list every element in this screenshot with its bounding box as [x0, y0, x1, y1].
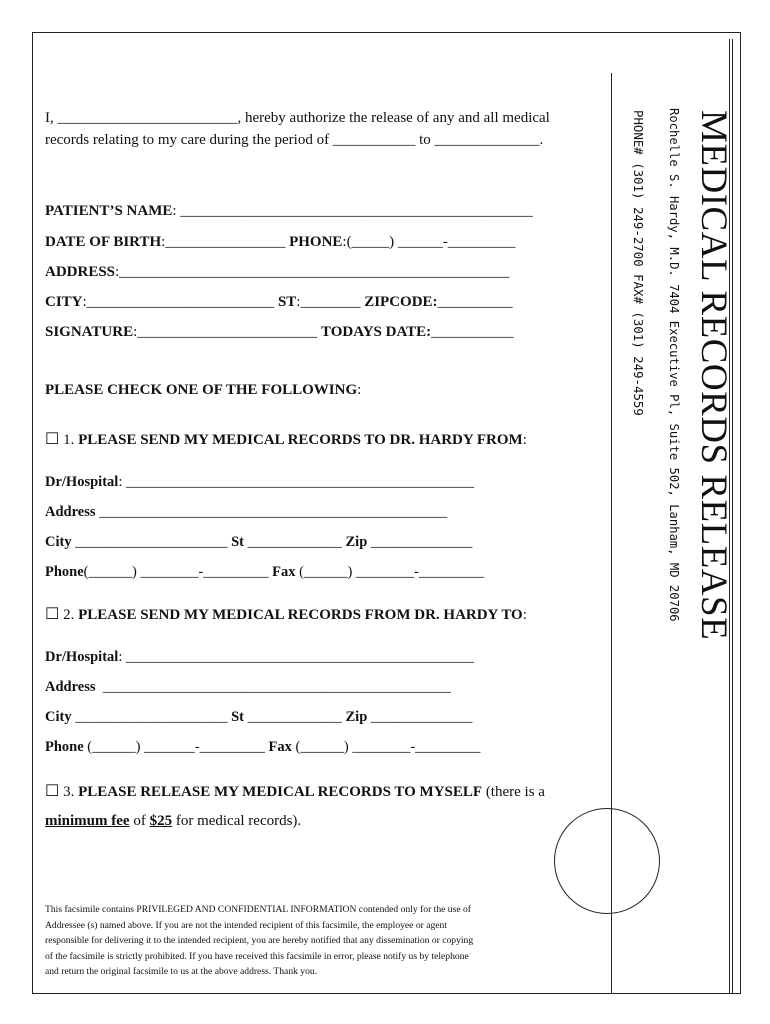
option-2-st-label: St	[231, 709, 244, 725]
option-2-address-row	[45, 680, 451, 695]
address-field[interactable]: :____________________________________________________	[115, 264, 510, 280]
fee-rest-text: for medical records).	[172, 813, 302, 829]
option-2-phone-field[interactable]: (______) _______-_________	[83, 739, 269, 755]
option-1-number: 1.	[59, 432, 79, 448]
option-3-number: 3.	[59, 784, 79, 800]
address-label: ADDRESS	[45, 264, 116, 280]
authorization-text-2: records relating to my care during the period of ___________ to ______________.	[45, 132, 544, 148]
option-2-city-field[interactable]: _____________________	[71, 709, 232, 725]
patient-name-row	[45, 204, 533, 219]
city-field[interactable]: :_________________________	[82, 294, 278, 310]
seal-circle	[554, 808, 660, 914]
option-3-text: PLEASE RELEASE MY MEDICAL RECORDS TO MYSELF	[78, 784, 483, 800]
zipcode-field[interactable]: __________	[437, 294, 513, 310]
option-1-address-row	[45, 505, 447, 520]
check-instructions-colon: :	[357, 382, 362, 398]
dob-label: DATE OF BIRTH	[45, 234, 162, 250]
patient-name-field[interactable]: : _______________________________________________	[172, 203, 533, 219]
option-1-city-row	[45, 535, 472, 550]
option-1-fax-field[interactable]: (______) ________-_________	[295, 564, 485, 580]
doctor-address: Rochelle S. Hardy, M.D. 7404 Executive Pl, Suite 502, Lanham, MD 20706	[667, 108, 681, 622]
option-2-address-label: Address	[45, 679, 96, 695]
authorization-line-1	[45, 111, 550, 126]
option-1-zip-label: Zip	[345, 534, 368, 550]
address-row	[45, 265, 509, 280]
option-2-city-row	[45, 710, 472, 725]
fee-amount: $25	[149, 813, 173, 829]
option-2-dr-field[interactable]: : ________________________________________________	[118, 649, 474, 665]
option-1-address-field[interactable]: ________________________________________________	[95, 504, 448, 520]
option-2-st-field[interactable]: _____________	[244, 709, 346, 725]
confidentiality-disclaimer	[45, 902, 565, 980]
disclaimer-line: This facsimile contains PRIVILEGED AND CONFIDENTIAL INFORMATION contended only for the use of	[45, 904, 471, 915]
option-2-city-label: City	[45, 709, 72, 725]
check-instructions	[45, 383, 361, 398]
option-1-phone-label: Phone	[45, 564, 84, 580]
option-1-colon: :	[522, 432, 527, 448]
option-3-after: (there is a	[482, 784, 545, 800]
option-2-colon: :	[522, 607, 527, 623]
fee-of-text: of	[129, 813, 150, 829]
signature-field[interactable]: :________________________	[133, 324, 321, 340]
signature-label: SIGNATURE	[45, 324, 134, 340]
zipcode-label: ZIPCODE:	[364, 294, 438, 310]
option-3-checkbox[interactable]: ☐	[45, 783, 60, 800]
check-instructions-label: PLEASE CHECK ONE OF THE FOLLOWING	[45, 382, 358, 398]
option-1-phone-field[interactable]: (______) ________-_________	[83, 564, 273, 580]
option-1-city-field[interactable]: _____________________	[71, 534, 232, 550]
city-st-zip-row	[45, 295, 513, 310]
option-1-dr-row	[45, 475, 474, 490]
option-1-text: PLEASE SEND MY MEDICAL RECORDS TO DR. HARDY FROM	[78, 432, 523, 448]
minimum-fee-text: minimum fee	[45, 813, 130, 829]
option-1-fax-label: Fax	[272, 564, 296, 580]
authorization-text-1: I, ________________________, hereby authorize the release of any and all medical	[45, 110, 550, 126]
option-2-dr-label: Dr/Hospital	[45, 649, 119, 665]
phone-field[interactable]: :(_____) ______-_________	[342, 234, 516, 250]
disclaimer-line: and return the original facsimile to us at the above address. Thank you.	[45, 966, 318, 977]
option-1-dr-label: Dr/Hospital	[45, 474, 119, 490]
city-label: CITY	[45, 294, 83, 310]
option-2-row	[45, 607, 527, 623]
option-1-dr-field[interactable]: : ________________________________________________	[118, 474, 474, 490]
option-2-zip-field[interactable]: ______________	[367, 709, 473, 725]
todays-date-field[interactable]: ___________	[431, 324, 514, 340]
option-2-fax-field[interactable]: (______) ________-_________	[291, 739, 481, 755]
option-2-checkbox[interactable]: ☐	[45, 606, 60, 623]
option-1-st-label: St	[231, 534, 244, 550]
disclaimer-line: of the facsimile is strictly prohibited. If you have received this facsimile in error, please notify us by telephone	[45, 950, 469, 962]
option-3-fee-row	[45, 814, 301, 829]
option-1-row	[45, 432, 527, 448]
dob-field[interactable]: :________________	[161, 234, 290, 250]
form-title: MEDICAL RECORDS RELEASE	[693, 110, 734, 641]
option-2-dr-row	[45, 650, 474, 665]
option-2-text: PLEASE SEND MY MEDICAL RECORDS FROM DR. HARDY TO	[78, 607, 523, 623]
authorization-line-2	[45, 133, 543, 148]
disclaimer-line: Addressee (s) named above. If you are not the intended recipient of this facsimile, the employee or agent	[45, 919, 447, 931]
patient-name-label: PATIENT’S NAME	[45, 203, 173, 219]
option-1-address-label: Address	[45, 504, 96, 520]
todays-date-label: TODAYS DATE:	[321, 324, 432, 340]
st-field[interactable]: :________	[296, 294, 365, 310]
option-2-fax-label: Fax	[268, 739, 292, 755]
option-1-zip-field[interactable]: ______________	[367, 534, 473, 550]
disclaimer-line: responsible for delivering it to the intended recipient, you are hereby notified that any dissemination or copying	[45, 935, 474, 946]
option-2-address-field[interactable]: ________________________________________________	[95, 679, 451, 695]
option-2-phone-label: Phone	[45, 739, 84, 755]
phone-fax: PHONE# (301) 249-2700 FAX# (301) 249-4559	[631, 110, 646, 416]
option-3-row	[45, 784, 545, 800]
option-1-checkbox[interactable]: ☐	[45, 431, 60, 448]
option-2-zip-label: Zip	[345, 709, 368, 725]
option-2-number: 2.	[59, 607, 79, 623]
st-label: ST	[277, 294, 297, 310]
option-2-phone-row	[45, 740, 480, 755]
option-1-phone-row	[45, 565, 484, 580]
option-1-city-label: City	[45, 534, 72, 550]
dob-phone-row	[45, 235, 515, 250]
phone-label: PHONE	[289, 234, 343, 250]
option-1-st-field[interactable]: _____________	[244, 534, 346, 550]
signature-date-row	[45, 325, 514, 340]
